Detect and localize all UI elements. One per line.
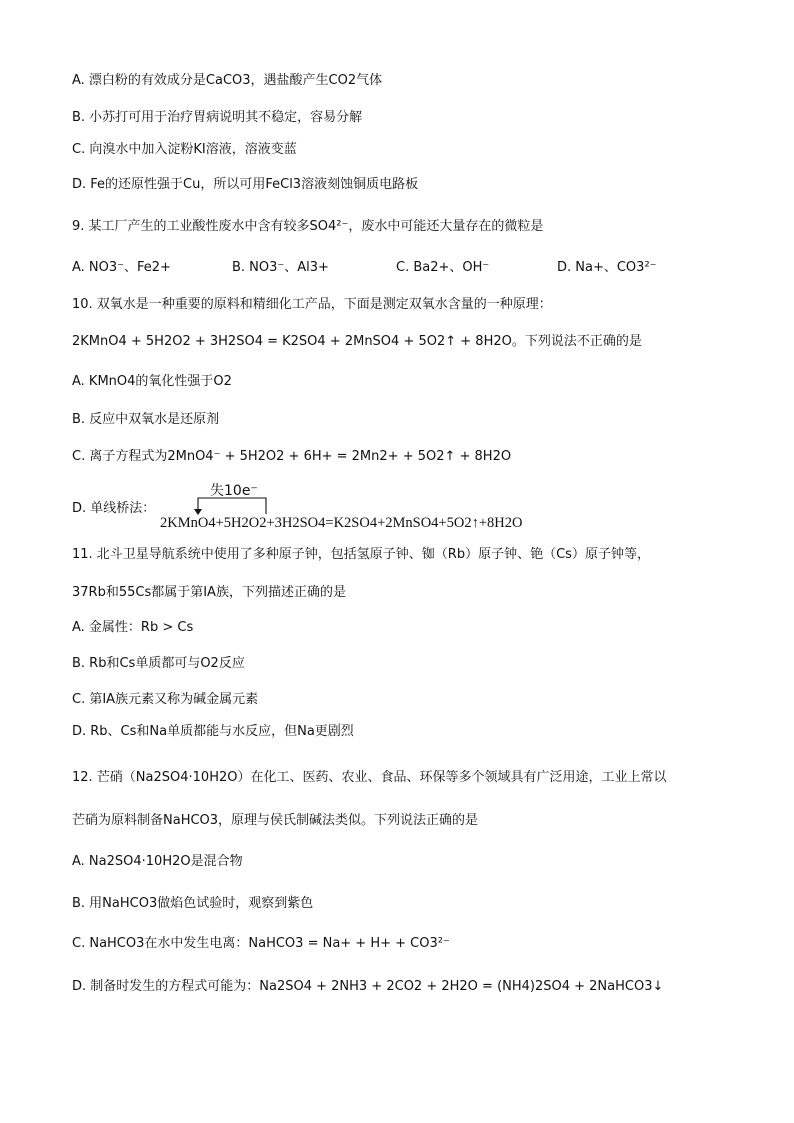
q10-option-d-equation: 2KMnO4+5H2O2+3H2SO4=K2SO4+2MnSO4+5O2↑+8H2O [160, 515, 523, 531]
q12-option-b: B. 用NaHCO3做焰色试验时，观察到紫色 [72, 896, 314, 911]
q9-option-c: C. Ba2+、OH⁻ [396, 260, 490, 275]
q10-option-d-label: D. 单线桥法： [72, 501, 156, 516]
q10-option-c: C. 离子方程式为2MnO4⁻ + 5H2O2 + 6H+ = 2Mn2+ + 5O2↑ + 8H2O [72, 449, 512, 464]
q12-stem-line1: 12. 芒硝（Na2SO4·10H2O）在化工、医药、农业、食品、环保等多个领域具有广泛用途，工业上常以 [72, 770, 667, 785]
q9-option-d: D. Na+、CO3²⁻ [557, 260, 657, 275]
q8-option-d: D. Fe的还原性强于Cu，所以可用FeCl3溶液刻蚀铜质电路板 [72, 177, 419, 192]
q10-equation: 2KMnO4 + 5H2O2 + 3H2SO4 = K2SO4 + 2MnSO4 + 5O2↑ + 8H2O。下列说法不正确的是 [72, 334, 642, 349]
q11-option-a: A. 金属性：Rb > Cs [72, 620, 194, 635]
q10-option-b: B. 反应中双氧水是还原剂 [72, 412, 220, 427]
q11-stem-line1: 11. 北斗卫星导航系统中使用了多种原子钟，包括氢原子钟、铷（Rb）原子钟、铯（Cs）原子钟等， [72, 547, 650, 562]
q12-option-d: D. 制备时发生的方程式可能为：Na2SO4 + 2NH3 + 2CO2 + 2H2O = (NH4)2SO4 + 2NaHCO3↓ [72, 979, 664, 994]
q8-option-b: B. 小苏打可用于治疗胃病说明其不稳定，容易分解 [72, 110, 363, 125]
electron-transfer-annotation: 失10e⁻ [210, 483, 258, 499]
q11-option-c: C. 第IA族元素又称为碱金属元素 [72, 692, 259, 707]
q9-option-a: A. NO3⁻、Fe2+ [72, 260, 171, 275]
q10-stem: 10. 双氧水是一种重要的原料和精细化工产品，下面是测定双氧水含量的一种原理： [72, 297, 552, 312]
q12-option-c: C. NaHCO3在水中发生电离：NaHCO3 = Na+ + H+ + CO3²⁻ [72, 936, 450, 951]
q12-stem-line2: 芒硝为原料制备NaHCO3，原理与侯氏制碱法类似。下列说法正确的是 [72, 813, 479, 828]
q11-option-d: D. Rb、Cs和Na单质都能与水反应，但Na更剧烈 [72, 724, 354, 739]
q11-option-b: B. Rb和Cs单质都可与O2反应 [72, 656, 245, 671]
q8-option-a: A. 漂白粉的有效成分是CaCO3，遇盐酸产生CO2气体 [72, 73, 383, 88]
q12-option-a: A. Na2SO4·10H2O是混合物 [72, 854, 243, 869]
q9-option-b: B. NO3⁻、Al3+ [232, 260, 329, 275]
q9-stem: 9. 某工厂产生的工业酸性废水中含有较多SO4²⁻，废水中可能还大量存在的微粒是 [72, 219, 544, 234]
q8-option-c: C. 向溴水中加入淀粉KI溶液，溶液变蓝 [72, 142, 297, 157]
q10-option-a: A. KMnO4的氧化性强于O2 [72, 374, 232, 389]
q11-stem-line2: 37Rb和55Cs都属于第IA族，下列描述正确的是 [72, 585, 346, 600]
